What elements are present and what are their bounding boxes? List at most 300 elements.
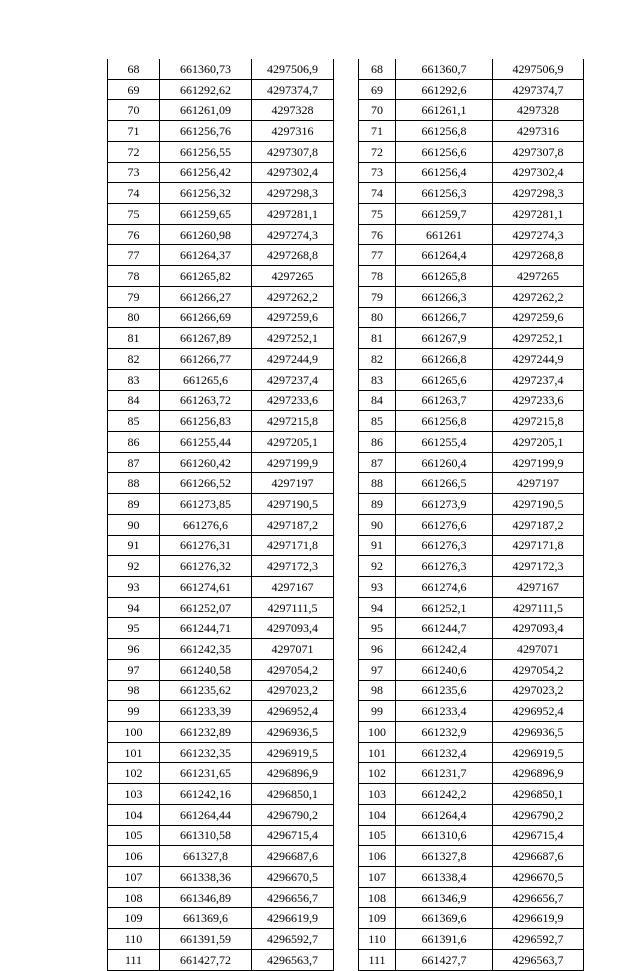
point-number-cell: 69 <box>359 79 396 100</box>
table-row <box>359 535 584 556</box>
point-number-cell: 71 <box>359 121 396 142</box>
y-coordinate-cell: 4297197 <box>252 473 334 494</box>
table-row <box>108 473 334 494</box>
y-coordinate-cell: 4297172,3 <box>252 556 334 577</box>
x-coordinate-cell: 661233,4 <box>396 701 493 722</box>
point-number-cell: 97 <box>108 659 160 680</box>
y-coordinate-cell: 4296619,9 <box>493 908 584 929</box>
table-row <box>359 266 584 287</box>
table-row <box>108 680 334 701</box>
y-coordinate-cell: 4297281,1 <box>493 204 584 225</box>
x-coordinate-cell: 661273,9 <box>396 494 493 515</box>
point-number-cell: 101 <box>359 742 396 763</box>
point-number-cell: 91 <box>108 535 160 556</box>
point-number-cell: 75 <box>108 204 160 225</box>
y-coordinate-cell: 4297071 <box>252 639 334 660</box>
y-coordinate-cell: 4297298,3 <box>493 183 584 204</box>
x-coordinate-cell: 661244,7 <box>396 618 493 639</box>
point-number-cell: 104 <box>108 804 160 825</box>
table-row <box>359 473 584 494</box>
x-coordinate-cell: 661261,09 <box>160 100 252 121</box>
point-number-cell: 89 <box>108 494 160 515</box>
x-coordinate-cell: 661232,4 <box>396 742 493 763</box>
coordinates-table-left <box>107 59 334 971</box>
y-coordinate-cell: 4297187,2 <box>493 514 584 535</box>
point-number-cell: 95 <box>359 618 396 639</box>
x-coordinate-cell: 661266,8 <box>396 349 493 370</box>
x-coordinate-cell: 661252,07 <box>160 597 252 618</box>
x-coordinate-cell: 661261,1 <box>396 100 493 121</box>
point-number-cell: 102 <box>108 763 160 784</box>
table-row <box>359 452 584 473</box>
y-coordinate-cell: 4296919,5 <box>493 742 584 763</box>
y-coordinate-cell: 4297268,8 <box>252 245 334 266</box>
x-coordinate-cell: 661260,4 <box>396 452 493 473</box>
x-coordinate-cell: 661232,35 <box>160 742 252 763</box>
table-row <box>108 722 334 743</box>
x-coordinate-cell: 661256,42 <box>160 162 252 183</box>
point-number-cell: 105 <box>359 825 396 846</box>
x-coordinate-cell: 661391,59 <box>160 929 252 950</box>
y-coordinate-cell: 4297316 <box>252 121 334 142</box>
table-row <box>359 556 584 577</box>
table-row <box>108 328 334 349</box>
point-number-cell: 74 <box>108 183 160 204</box>
coordinates-table-body <box>359 59 584 970</box>
table-row <box>108 286 334 307</box>
x-coordinate-cell: 661263,7 <box>396 390 493 411</box>
x-coordinate-cell: 661231,65 <box>160 763 252 784</box>
y-coordinate-cell: 4297262,2 <box>493 286 584 307</box>
y-coordinate-cell: 4297374,7 <box>252 79 334 100</box>
x-coordinate-cell: 661310,6 <box>396 825 493 846</box>
table-row <box>108 867 334 888</box>
x-coordinate-cell: 661338,36 <box>160 867 252 888</box>
point-number-cell: 88 <box>359 473 396 494</box>
x-coordinate-cell: 661232,9 <box>396 722 493 743</box>
x-coordinate-cell: 661261 <box>396 224 493 245</box>
table-row <box>108 452 334 473</box>
coordinates-table-body <box>108 59 334 970</box>
table-row <box>359 908 584 929</box>
point-number-cell: 92 <box>108 556 160 577</box>
x-coordinate-cell: 661427,7 <box>396 949 493 970</box>
table-row <box>359 825 584 846</box>
table-row <box>359 763 584 784</box>
x-coordinate-cell: 661233,39 <box>160 701 252 722</box>
y-coordinate-cell: 4297374,7 <box>493 79 584 100</box>
table-row <box>108 494 334 515</box>
point-number-cell: 90 <box>359 514 396 535</box>
x-coordinate-cell: 661255,44 <box>160 431 252 452</box>
table-row <box>108 411 334 432</box>
point-number-cell: 68 <box>359 59 396 79</box>
point-number-cell: 93 <box>359 576 396 597</box>
table-row <box>359 659 584 680</box>
point-number-cell: 103 <box>359 784 396 805</box>
table-row <box>108 390 334 411</box>
table-row <box>359 494 584 515</box>
y-coordinate-cell: 4297274,3 <box>252 224 334 245</box>
table-row <box>359 224 584 245</box>
point-number-cell: 84 <box>108 390 160 411</box>
x-coordinate-cell: 661274,61 <box>160 576 252 597</box>
table-row <box>359 390 584 411</box>
y-coordinate-cell: 4297302,4 <box>493 162 584 183</box>
table-row <box>359 929 584 950</box>
x-coordinate-cell: 661369,6 <box>396 908 493 929</box>
y-coordinate-cell: 4296896,9 <box>252 763 334 784</box>
point-number-cell: 79 <box>108 286 160 307</box>
x-coordinate-cell: 661264,44 <box>160 804 252 825</box>
y-coordinate-cell: 4297252,1 <box>493 328 584 349</box>
point-number-cell: 86 <box>359 431 396 452</box>
table-row <box>108 701 334 722</box>
point-number-cell: 89 <box>359 494 396 515</box>
point-number-cell: 72 <box>108 141 160 162</box>
table-row <box>359 79 584 100</box>
point-number-cell: 77 <box>359 245 396 266</box>
table-row <box>359 183 584 204</box>
table-row <box>359 411 584 432</box>
y-coordinate-cell: 4296687,6 <box>252 846 334 867</box>
table-row <box>108 618 334 639</box>
x-coordinate-cell: 661256,55 <box>160 141 252 162</box>
point-number-cell: 100 <box>359 722 396 743</box>
y-coordinate-cell: 4297328 <box>252 100 334 121</box>
y-coordinate-cell: 4297190,5 <box>493 494 584 515</box>
y-coordinate-cell: 4297237,4 <box>252 369 334 390</box>
y-coordinate-cell: 4296850,1 <box>252 784 334 805</box>
table-row <box>359 576 584 597</box>
point-number-cell: 86 <box>108 431 160 452</box>
table-row <box>108 929 334 950</box>
table-row <box>108 597 334 618</box>
y-coordinate-cell: 4297171,8 <box>493 535 584 556</box>
y-coordinate-cell: 4296790,2 <box>252 804 334 825</box>
point-number-cell: 102 <box>359 763 396 784</box>
y-coordinate-cell: 4297506,9 <box>493 59 584 79</box>
x-coordinate-cell: 661256,32 <box>160 183 252 204</box>
y-coordinate-cell: 4297281,1 <box>252 204 334 225</box>
y-coordinate-cell: 4297093,4 <box>252 618 334 639</box>
y-coordinate-cell: 4296592,7 <box>493 929 584 950</box>
point-number-cell: 110 <box>108 929 160 950</box>
y-coordinate-cell: 4296670,5 <box>252 867 334 888</box>
coordinates-table-right <box>358 59 584 971</box>
x-coordinate-cell: 661252,1 <box>396 597 493 618</box>
point-number-cell: 94 <box>108 597 160 618</box>
x-coordinate-cell: 661264,4 <box>396 245 493 266</box>
x-coordinate-cell: 661256,6 <box>396 141 493 162</box>
table-row <box>108 742 334 763</box>
table-row <box>359 245 584 266</box>
point-number-cell: 95 <box>108 618 160 639</box>
point-number-cell: 85 <box>108 411 160 432</box>
table-row <box>108 307 334 328</box>
point-number-cell: 92 <box>359 556 396 577</box>
point-number-cell: 109 <box>108 908 160 929</box>
y-coordinate-cell: 4297244,9 <box>493 349 584 370</box>
x-coordinate-cell: 661256,4 <box>396 162 493 183</box>
table-row <box>359 369 584 390</box>
point-number-cell: 90 <box>108 514 160 535</box>
table-row <box>108 224 334 245</box>
y-coordinate-cell: 4297215,8 <box>493 411 584 432</box>
x-coordinate-cell: 661360,7 <box>396 59 493 79</box>
y-coordinate-cell: 4297205,1 <box>252 431 334 452</box>
point-number-cell: 73 <box>108 162 160 183</box>
table-row <box>108 245 334 266</box>
table-row <box>108 576 334 597</box>
table-row <box>108 266 334 287</box>
point-number-cell: 109 <box>359 908 396 929</box>
point-number-cell: 82 <box>359 349 396 370</box>
x-coordinate-cell: 661256,83 <box>160 411 252 432</box>
table-row <box>359 597 584 618</box>
point-number-cell: 111 <box>108 949 160 970</box>
y-coordinate-cell: 4296592,7 <box>252 929 334 950</box>
x-coordinate-cell: 661265,8 <box>396 266 493 287</box>
x-coordinate-cell: 661263,72 <box>160 390 252 411</box>
x-coordinate-cell: 661256,3 <box>396 183 493 204</box>
point-number-cell: 94 <box>359 597 396 618</box>
x-coordinate-cell: 661310,58 <box>160 825 252 846</box>
x-coordinate-cell: 661264,4 <box>396 804 493 825</box>
table-row <box>359 328 584 349</box>
x-coordinate-cell: 661276,6 <box>160 514 252 535</box>
point-number-cell: 111 <box>359 949 396 970</box>
y-coordinate-cell: 4297237,4 <box>493 369 584 390</box>
x-coordinate-cell: 661266,7 <box>396 307 493 328</box>
y-coordinate-cell: 4297023,2 <box>493 680 584 701</box>
y-coordinate-cell: 4296619,9 <box>252 908 334 929</box>
x-coordinate-cell: 661346,9 <box>396 887 493 908</box>
table-row <box>108 79 334 100</box>
y-coordinate-cell: 4296656,7 <box>493 887 584 908</box>
y-coordinate-cell: 4297167 <box>493 576 584 597</box>
table-row <box>108 908 334 929</box>
x-coordinate-cell: 661255,4 <box>396 431 493 452</box>
point-number-cell: 83 <box>108 369 160 390</box>
table-row <box>359 680 584 701</box>
point-number-cell: 106 <box>359 846 396 867</box>
table-row <box>108 349 334 370</box>
y-coordinate-cell: 4296563,7 <box>493 949 584 970</box>
x-coordinate-cell: 661256,8 <box>396 121 493 142</box>
x-coordinate-cell: 661338,4 <box>396 867 493 888</box>
table-row <box>359 639 584 660</box>
point-number-cell: 68 <box>108 59 160 79</box>
point-number-cell: 107 <box>108 867 160 888</box>
x-coordinate-cell: 661276,6 <box>396 514 493 535</box>
point-number-cell: 87 <box>108 452 160 473</box>
table-row <box>108 100 334 121</box>
y-coordinate-cell: 4297199,9 <box>252 452 334 473</box>
x-coordinate-cell: 661240,6 <box>396 659 493 680</box>
table-row <box>359 307 584 328</box>
point-number-cell: 81 <box>359 328 396 349</box>
point-number-cell: 76 <box>359 224 396 245</box>
point-number-cell: 96 <box>108 639 160 660</box>
y-coordinate-cell: 4296936,5 <box>493 722 584 743</box>
point-number-cell: 72 <box>359 141 396 162</box>
y-coordinate-cell: 4297307,8 <box>493 141 584 162</box>
y-coordinate-cell: 4296790,2 <box>493 804 584 825</box>
x-coordinate-cell: 661276,3 <box>396 556 493 577</box>
x-coordinate-cell: 661242,35 <box>160 639 252 660</box>
table-row <box>108 162 334 183</box>
point-number-cell: 106 <box>108 846 160 867</box>
x-coordinate-cell: 661267,89 <box>160 328 252 349</box>
table-row <box>108 639 334 660</box>
table-row <box>359 784 584 805</box>
x-coordinate-cell: 661276,3 <box>396 535 493 556</box>
y-coordinate-cell: 4296687,6 <box>493 846 584 867</box>
y-coordinate-cell: 4297111,5 <box>252 597 334 618</box>
y-coordinate-cell: 4296715,4 <box>493 825 584 846</box>
point-number-cell: 82 <box>108 349 160 370</box>
point-number-cell: 96 <box>359 639 396 660</box>
x-coordinate-cell: 661244,71 <box>160 618 252 639</box>
y-coordinate-cell: 4297199,9 <box>493 452 584 473</box>
table-row <box>108 204 334 225</box>
y-coordinate-cell: 4296656,7 <box>252 887 334 908</box>
point-number-cell: 70 <box>108 100 160 121</box>
point-number-cell: 79 <box>359 286 396 307</box>
y-coordinate-cell: 4297274,3 <box>493 224 584 245</box>
table-row <box>359 121 584 142</box>
point-number-cell: 78 <box>108 266 160 287</box>
point-number-cell: 98 <box>108 680 160 701</box>
table-row <box>359 846 584 867</box>
table-row <box>359 949 584 970</box>
x-coordinate-cell: 661346,89 <box>160 887 252 908</box>
x-coordinate-cell: 661231,7 <box>396 763 493 784</box>
y-coordinate-cell: 4297190,5 <box>252 494 334 515</box>
x-coordinate-cell: 661292,6 <box>396 79 493 100</box>
x-coordinate-cell: 661266,69 <box>160 307 252 328</box>
table-row <box>359 722 584 743</box>
y-coordinate-cell: 4296896,9 <box>493 763 584 784</box>
point-number-cell: 74 <box>359 183 396 204</box>
x-coordinate-cell: 661240,58 <box>160 659 252 680</box>
table-row <box>108 804 334 825</box>
table-row <box>108 431 334 452</box>
y-coordinate-cell: 4297205,1 <box>493 431 584 452</box>
point-number-cell: 108 <box>359 887 396 908</box>
y-coordinate-cell: 4297233,6 <box>252 390 334 411</box>
table-row <box>359 701 584 722</box>
point-number-cell: 103 <box>108 784 160 805</box>
x-coordinate-cell: 661235,62 <box>160 680 252 701</box>
point-number-cell: 83 <box>359 369 396 390</box>
y-coordinate-cell: 4297167 <box>252 576 334 597</box>
table-row <box>108 59 334 79</box>
x-coordinate-cell: 661369,6 <box>160 908 252 929</box>
y-coordinate-cell: 4297054,2 <box>493 659 584 680</box>
point-number-cell: 100 <box>108 722 160 743</box>
x-coordinate-cell: 661265,6 <box>396 369 493 390</box>
x-coordinate-cell: 661266,27 <box>160 286 252 307</box>
point-number-cell: 75 <box>359 204 396 225</box>
point-number-cell: 70 <box>359 100 396 121</box>
point-number-cell: 87 <box>359 452 396 473</box>
table-row <box>108 183 334 204</box>
x-coordinate-cell: 661327,8 <box>396 846 493 867</box>
table-row <box>359 162 584 183</box>
x-coordinate-cell: 661260,42 <box>160 452 252 473</box>
table-row <box>108 949 334 970</box>
table-row <box>359 514 584 535</box>
x-coordinate-cell: 661232,89 <box>160 722 252 743</box>
table-row <box>359 804 584 825</box>
point-number-cell: 85 <box>359 411 396 432</box>
y-coordinate-cell: 4297187,2 <box>252 514 334 535</box>
y-coordinate-cell: 4297023,2 <box>252 680 334 701</box>
x-coordinate-cell: 661264,37 <box>160 245 252 266</box>
y-coordinate-cell: 4297171,8 <box>252 535 334 556</box>
y-coordinate-cell: 4297259,6 <box>252 307 334 328</box>
table-row <box>359 349 584 370</box>
table-row <box>359 431 584 452</box>
y-coordinate-cell: 4297197 <box>493 473 584 494</box>
table-row <box>108 369 334 390</box>
y-coordinate-cell: 4297265 <box>493 266 584 287</box>
x-coordinate-cell: 661242,16 <box>160 784 252 805</box>
x-coordinate-cell: 661260,98 <box>160 224 252 245</box>
point-number-cell: 78 <box>359 266 396 287</box>
y-coordinate-cell: 4296563,7 <box>252 949 334 970</box>
point-number-cell: 77 <box>108 245 160 266</box>
x-coordinate-cell: 661276,31 <box>160 535 252 556</box>
y-coordinate-cell: 4297268,8 <box>493 245 584 266</box>
y-coordinate-cell: 4297262,2 <box>252 286 334 307</box>
y-coordinate-cell: 4297259,6 <box>493 307 584 328</box>
point-number-cell: 93 <box>108 576 160 597</box>
table-row <box>359 141 584 162</box>
y-coordinate-cell: 4296919,5 <box>252 742 334 763</box>
y-coordinate-cell: 4296850,1 <box>493 784 584 805</box>
x-coordinate-cell: 661360,73 <box>160 59 252 79</box>
y-coordinate-cell: 4297307,8 <box>252 141 334 162</box>
point-number-cell: 101 <box>108 742 160 763</box>
point-number-cell: 73 <box>359 162 396 183</box>
y-coordinate-cell: 4297111,5 <box>493 597 584 618</box>
x-coordinate-cell: 661267,9 <box>396 328 493 349</box>
y-coordinate-cell: 4297071 <box>493 639 584 660</box>
table-row <box>108 141 334 162</box>
x-coordinate-cell: 661259,65 <box>160 204 252 225</box>
x-coordinate-cell: 661391,6 <box>396 929 493 950</box>
point-number-cell: 107 <box>359 867 396 888</box>
y-coordinate-cell: 4297233,6 <box>493 390 584 411</box>
table-row <box>108 659 334 680</box>
x-coordinate-cell: 661266,77 <box>160 349 252 370</box>
point-number-cell: 99 <box>108 701 160 722</box>
x-coordinate-cell: 661242,2 <box>396 784 493 805</box>
x-coordinate-cell: 661242,4 <box>396 639 493 660</box>
x-coordinate-cell: 661273,85 <box>160 494 252 515</box>
x-coordinate-cell: 661256,76 <box>160 121 252 142</box>
x-coordinate-cell: 661274,6 <box>396 576 493 597</box>
point-number-cell: 84 <box>359 390 396 411</box>
y-coordinate-cell: 4297506,9 <box>252 59 334 79</box>
y-coordinate-cell: 4297328 <box>493 100 584 121</box>
table-row <box>359 286 584 307</box>
point-number-cell: 104 <box>359 804 396 825</box>
point-number-cell: 108 <box>108 887 160 908</box>
